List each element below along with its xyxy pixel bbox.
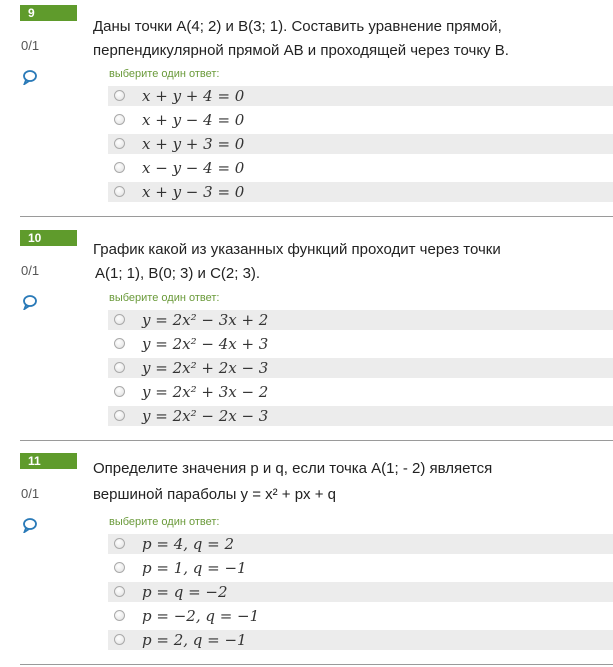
question-text-line1: Определите значения p и q, если точка A(1; - 2) является [93,460,493,477]
answer-option[interactable] [108,158,613,178]
answer-option[interactable] [108,134,613,154]
answer-option[interactable] [108,358,613,378]
option-label: y = 2x² − 2x − 3 [142,407,269,425]
option-label: x + y + 3 = 0 [142,135,245,153]
question-text-line1: График какой из указанных функций проходит через точки [93,241,501,258]
radio-button[interactable] [114,114,125,125]
question-text-line2: A(1; 1), B(0; 3) и C(2; 3). [95,265,261,282]
answer-prompt: выберите один ответ: [109,516,220,528]
question-text-line2: вершиной параболы y = x² + px + q [93,486,336,503]
radio-button[interactable] [114,362,125,373]
question-score: 0/1 [21,263,40,278]
radio-button[interactable] [114,314,125,325]
option-label: p = q = −2 [142,583,228,601]
answer-option[interactable] [108,606,613,626]
option-label: y = 2x² + 2x − 3 [142,359,269,377]
answer-option[interactable] [108,406,613,426]
option-label: x + y − 4 = 0 [142,111,245,129]
option-label: p = 4, q = 2 [142,535,235,553]
option-label: p = 2, q = −1 [142,631,247,649]
radio-button[interactable] [114,186,125,197]
option-label: p = 1, q = −1 [142,559,247,577]
speech-bubble-icon[interactable] [22,294,38,310]
speech-bubble-icon[interactable] [22,69,38,85]
answer-option[interactable] [108,630,613,650]
option-label: y = 2x² − 3x + 2 [142,311,269,329]
answer-option[interactable] [108,534,613,554]
radio-button[interactable] [114,586,125,597]
question-divider [20,440,613,441]
answer-prompt: выберите один ответ: [109,68,220,80]
option-label: x − y − 4 = 0 [142,159,245,177]
radio-button[interactable] [114,338,125,349]
question-text-line2: перпендикулярной прямой АВ и проходящей через точку В. [93,42,509,59]
radio-button[interactable] [114,386,125,397]
question-score: 0/1 [21,38,40,53]
answer-option[interactable] [108,182,613,202]
question-number: 11 [20,453,77,469]
option-label: x + y + 4 = 0 [142,87,245,105]
radio-button[interactable] [114,634,125,645]
radio-button[interactable] [114,410,125,421]
answer-option[interactable] [108,558,613,578]
answer-option[interactable] [108,110,613,130]
speech-bubble-icon[interactable] [22,517,38,533]
question-divider [20,216,613,217]
answer-option[interactable] [108,382,613,402]
answer-option[interactable] [108,86,613,106]
radio-button[interactable] [114,162,125,173]
question-divider [20,664,613,665]
radio-button[interactable] [114,610,125,621]
answer-option[interactable] [108,334,613,354]
option-label: p = −2, q = −1 [142,607,260,625]
radio-button[interactable] [114,562,125,573]
option-label: y = 2x² − 4x + 3 [142,335,269,353]
question-score: 0/1 [21,486,40,501]
radio-button[interactable] [114,90,125,101]
question-text-line1: Даны точки А(4; 2) и В(3; 1). Составить уравнение прямой, [93,18,502,35]
answer-option[interactable] [108,310,613,330]
answer-prompt: выберите один ответ: [109,292,220,304]
option-label: x + y − 3 = 0 [142,183,245,201]
question-number: 9 [20,5,77,21]
radio-button[interactable] [114,538,125,549]
radio-button[interactable] [114,138,125,149]
option-label: y = 2x² + 3x − 2 [142,383,269,401]
question-number: 10 [20,230,77,246]
answer-option[interactable] [108,582,613,602]
